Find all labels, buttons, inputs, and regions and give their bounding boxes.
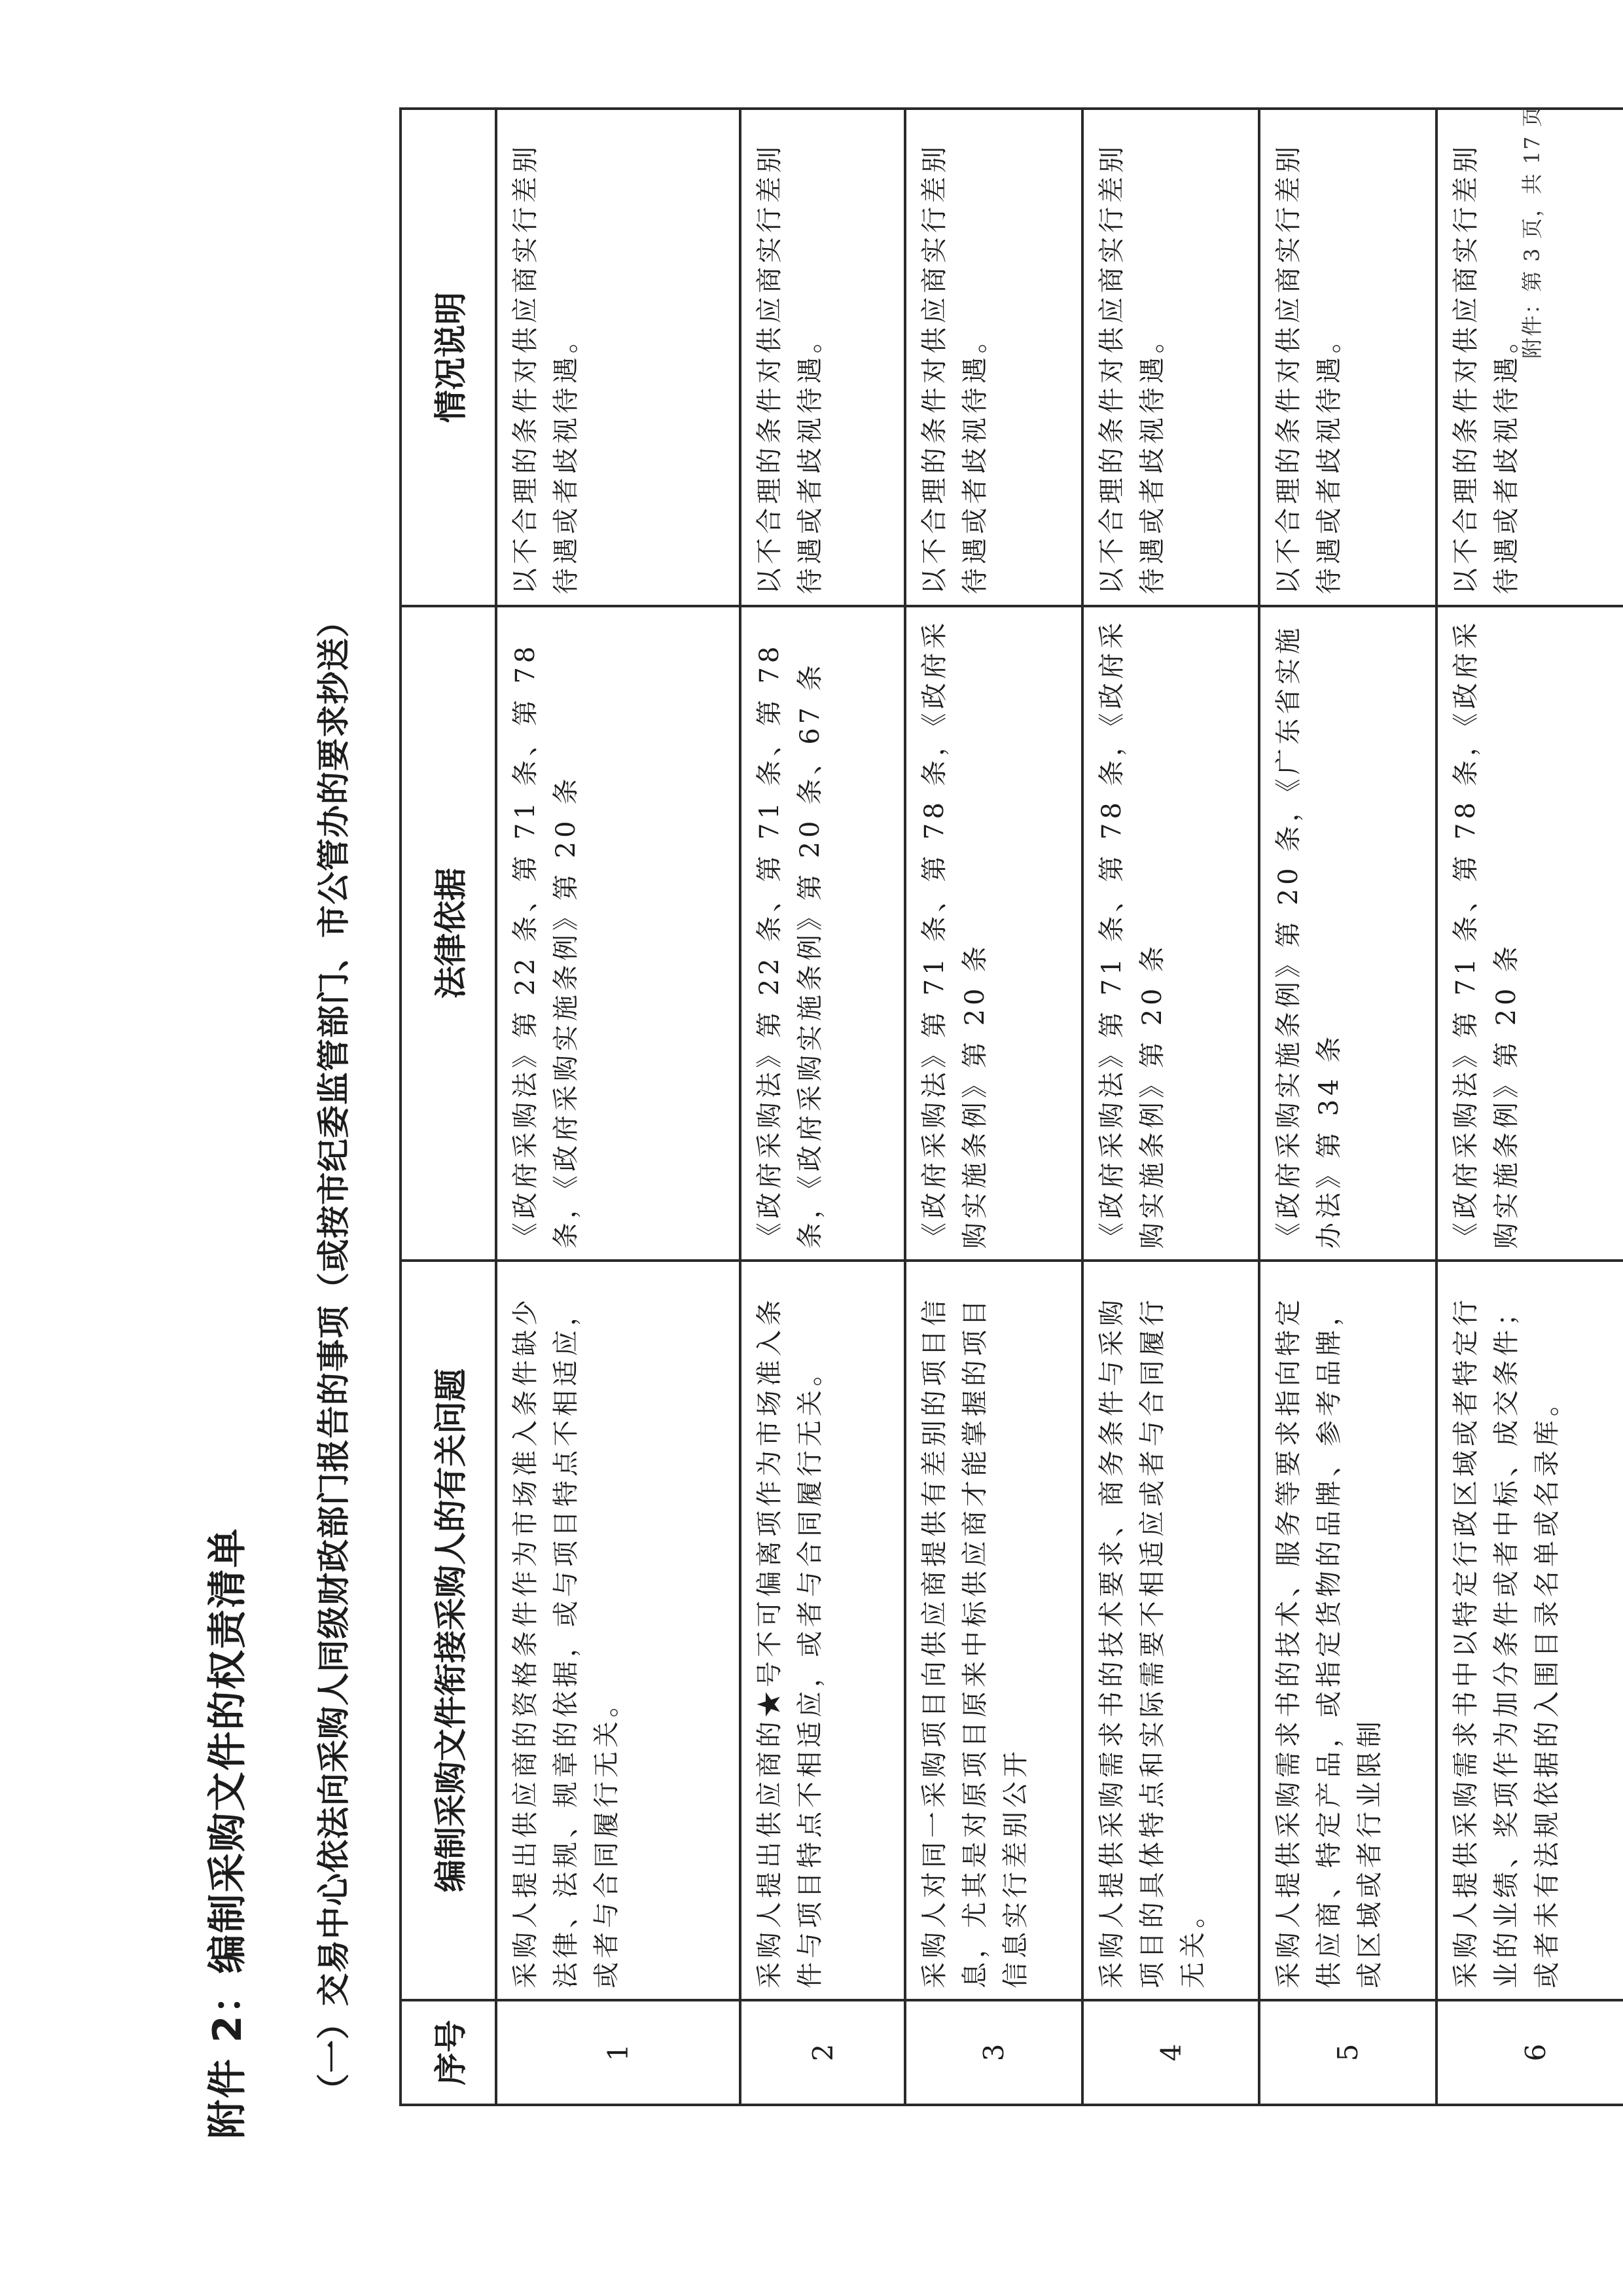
table-header-row [401,109,496,2105]
row-issue: 采购人提出供应商的资格条件作为市场准入条件缺少法律、法规、规章的依据，或与项目特点不相适应，或者与合同履行无关。 [496,1261,740,2000]
header-serial-no: 序号 [401,2000,496,2105]
row-serial-no: 3 [905,2000,1082,2105]
row-legal-basis: 《政府采购法》第 71 条、第 78 条，《政府采购实施条例》第 20 条 [1082,606,1259,1261]
row-note: 以不合理的条件对供应商实行差别待遇或者歧视待遇。 [905,109,1082,606]
row-note: 以不合理的条件对供应商实行差别待遇或者歧视待遇。 [496,109,740,606]
row-issue: 采购人提供采购需求书中以特定行政区域或者特定行业的业绩、奖项作为加分条件或者中标、成交条件；或者未有法规依据的入围目录名单或名录库。 [1436,1261,1623,2000]
row-note: 以不合理的条件对供应商实行差别待遇或者歧视待遇。 [740,109,906,606]
row-legal-basis: 《政府采购法》第 22 条、第 71 条、第 78 条，《政府采购实施条例》第 20 条、67 条 [740,606,906,1261]
row-legal-basis: 《政府采购法》第 22 条、第 71 条、第 78 条，《政府采购实施条例》第 20 条 [496,606,740,1261]
table-row [1082,109,1259,2105]
row-issue: 采购人对同一采购项目向供应商提供有差别的项目信息，尤其是对原项目原来中标供应商才能掌握的项目信息实行差别公开 [905,1261,1082,2000]
table-row [1436,109,1623,2105]
responsibility-table [399,107,1623,2106]
document-title: 附件 2：编制采购文件的权责清单 [205,1527,251,2139]
row-issue: 采购人提出供应商的★号不可偏离项作为市场准入条件与项目特点不相适应，或者与合同履行无关。 [740,1261,906,2000]
row-legal-basis: 《政府采购法》第 71 条、第 78 条，《政府采购实施条例》第 20 条 [905,606,1082,1261]
table-row [496,109,740,2105]
row-legal-basis: 《政府采购法》第 71 条、第 78 条，《政府采购实施条例》第 20 条 [1436,606,1623,1261]
row-note: 以不合理的条件对供应商实行差别待遇或者歧视待遇。 [1259,109,1436,606]
section-title: （一）交易中心依法向采购人同级财政部门报告的事项（或按市纪委监管部门、市公管办的要求抄送） [315,604,353,2106]
row-serial-no: 2 [740,2000,906,2105]
row-note: 以不合理的条件对供应商实行差别待遇或者歧视待遇。 [1082,109,1259,606]
row-legal-basis: 《政府采购实施条例》第 20 条，《广东省实施办法》第 34 条 [1259,606,1436,1261]
row-serial-no: 6 [1436,2000,1623,2105]
row-serial-no: 4 [1082,2000,1259,2105]
table-row [1259,109,1436,2105]
row-serial-no: 1 [496,2000,740,2105]
row-note: 以不合理的条件对供应商实行差别待遇或者歧视待遇。 [1436,109,1623,606]
header-note: 情况说明 [401,109,496,606]
header-issue: 编制采购文件衔接采购人的有关问题 [401,1261,496,2000]
row-serial-no: 5 [1259,2000,1436,2105]
row-issue: 采购人提供采购需求书的技术、服务等要求指向特定供应商、特定产品，或指定货物的品牌、参考品牌，或区域或者行业限制 [1259,1261,1436,2000]
table-row [905,109,1082,2105]
table-row [740,109,906,2105]
page-number-footer: 附件：第 3 页，共 17 页 [1520,105,1544,359]
header-legal-basis: 法律依据 [401,606,496,1261]
row-issue: 采购人提供采购需求书的技术要求、商务条件与采购项目的具体特点和实际需要不相适应或者与合同履行无关。 [1082,1261,1259,2000]
